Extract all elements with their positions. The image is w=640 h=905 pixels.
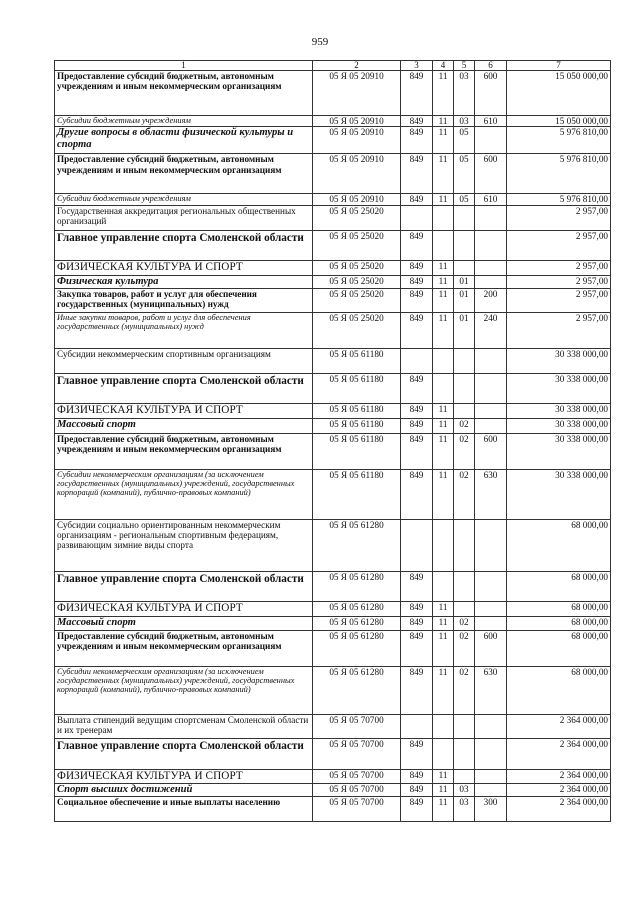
department-code-cell: 849 — [401, 433, 433, 469]
item-name-cell: ФИЗИЧЕСКАЯ КУЛЬТУРА И СПОРТ — [55, 601, 313, 616]
expense-type-code-cell: 600 — [475, 433, 507, 469]
column-header-5: 5 — [454, 61, 475, 71]
department-code-cell: 849 — [401, 373, 433, 403]
target-code-cell: 05 Я 05 61280 — [313, 601, 401, 616]
subsection-code-cell — [454, 738, 475, 769]
subsection-code-cell: 05 — [454, 154, 475, 194]
department-code-cell: 849 — [401, 194, 433, 205]
table-row — [55, 616, 611, 630]
section-code-cell — [433, 348, 454, 373]
target-code-cell: 05 Я 05 20910 — [313, 127, 401, 154]
amount-cell: 2 957,00 — [507, 230, 611, 260]
amount-cell: 15 050 000,00 — [507, 71, 611, 116]
page-number: 959 — [311, 36, 329, 48]
table-row — [55, 769, 611, 783]
department-code-cell — [401, 714, 433, 738]
expense-type-code-cell — [475, 205, 507, 230]
target-code-cell: 05 Я 05 25020 — [313, 275, 401, 288]
table-row — [55, 714, 611, 738]
item-name-cell: Иные закупки товаров, работ и услуг для обеспечения государственных (муниципальных) нужд — [55, 312, 313, 348]
expense-type-code-cell — [475, 571, 507, 601]
budget-table — [54, 60, 611, 822]
table-row — [55, 230, 611, 260]
amount-cell: 5 976 810,00 — [507, 154, 611, 194]
expense-type-code-cell — [475, 601, 507, 616]
item-name-cell: Массовый спорт — [55, 418, 313, 433]
department-code-cell — [401, 205, 433, 230]
subsection-code-cell — [454, 714, 475, 738]
target-code-cell: 05 Я 05 61180 — [313, 418, 401, 433]
expense-type-code-cell: 630 — [475, 469, 507, 519]
expense-type-code-cell: 600 — [475, 630, 507, 666]
table-row — [55, 127, 611, 154]
table-row — [55, 348, 611, 373]
table-row — [55, 783, 611, 796]
expense-type-code-cell: 600 — [475, 71, 507, 116]
department-code-cell — [401, 519, 433, 571]
department-code-cell: 849 — [401, 571, 433, 601]
section-code-cell: 11 — [433, 275, 454, 288]
department-code-cell: 849 — [401, 783, 433, 796]
department-code-cell: 849 — [401, 312, 433, 348]
section-code-cell — [433, 230, 454, 260]
department-code-cell: 849 — [401, 630, 433, 666]
item-name-cell: Субсидии некоммерческим спортивным организациям — [55, 348, 313, 373]
expense-type-code-cell — [475, 714, 507, 738]
section-code-cell — [433, 519, 454, 571]
section-code-cell — [433, 205, 454, 230]
item-name-cell: Социальное обеспечение и иные выплаты населению — [55, 796, 313, 821]
department-code-cell: 849 — [401, 154, 433, 194]
section-code-cell: 11 — [433, 154, 454, 194]
amount-cell: 2 364 000,00 — [507, 714, 611, 738]
section-code-cell: 11 — [433, 783, 454, 796]
amount-cell: 30 338 000,00 — [507, 433, 611, 469]
target-code-cell: 05 Я 05 61180 — [313, 433, 401, 469]
expense-type-code-cell — [475, 260, 507, 275]
amount-cell: 68 000,00 — [507, 616, 611, 630]
amount-cell: 68 000,00 — [507, 519, 611, 571]
subsection-code-cell: 02 — [454, 666, 475, 714]
section-code-cell: 11 — [433, 666, 454, 714]
amount-cell: 30 338 000,00 — [507, 418, 611, 433]
department-code-cell: 849 — [401, 275, 433, 288]
target-code-cell: 05 Я 05 61280 — [313, 571, 401, 601]
target-code-cell: 05 Я 05 70700 — [313, 769, 401, 783]
expense-type-code-cell: 600 — [475, 154, 507, 194]
amount-cell: 30 338 000,00 — [507, 469, 611, 519]
item-name-cell: Предоставление субсидий бюджетным, автономным учреждениям и иным некоммерческим организациям — [55, 433, 313, 469]
item-name-cell: Главное управление спорта Смоленской области — [55, 230, 313, 260]
target-code-cell: 05 Я 05 25020 — [313, 288, 401, 312]
target-code-cell: 05 Я 05 25020 — [313, 260, 401, 275]
subsection-code-cell: 03 — [454, 71, 475, 116]
expense-type-code-cell — [475, 373, 507, 403]
department-code-cell: 849 — [401, 403, 433, 418]
item-name-cell: Субсидии некоммерческим организациям (за исключением государственных (муниципальных) учреждений, государственных корпораций (компаний), публично-правовых компаний) — [55, 666, 313, 714]
amount-cell: 15 050 000,00 — [507, 116, 611, 127]
section-code-cell: 11 — [433, 312, 454, 348]
item-name-cell: Субсидии социально ориентированным некоммерческим организациям - региональным спортивным федерациям, развивающим зимние виды спорта — [55, 519, 313, 571]
item-name-cell: Субсидии бюджетным учреждениям — [55, 194, 313, 205]
subsection-code-cell: 02 — [454, 469, 475, 519]
section-code-cell: 11 — [433, 601, 454, 616]
expense-type-code-cell — [475, 519, 507, 571]
table-row — [55, 288, 611, 312]
item-name-cell: ФИЗИЧЕСКАЯ КУЛЬТУРА И СПОРТ — [55, 260, 313, 275]
target-code-cell: 05 Я 05 61180 — [313, 348, 401, 373]
target-code-cell: 05 Я 05 61180 — [313, 373, 401, 403]
section-code-cell: 11 — [433, 403, 454, 418]
subsection-code-cell — [454, 403, 475, 418]
subsection-code-cell: 03 — [454, 783, 475, 796]
amount-cell: 30 338 000,00 — [507, 348, 611, 373]
table-row — [55, 403, 611, 418]
subsection-code-cell — [454, 373, 475, 403]
subsection-code-cell — [454, 205, 475, 230]
amount-cell: 5 976 810,00 — [507, 127, 611, 154]
item-name-cell: Субсидии бюджетным учреждениям — [55, 116, 313, 127]
table-row — [55, 738, 611, 769]
section-code-cell: 11 — [433, 630, 454, 666]
amount-cell: 2 364 000,00 — [507, 738, 611, 769]
expense-type-code-cell — [475, 738, 507, 769]
subsection-code-cell: 01 — [454, 312, 475, 348]
table-row — [55, 205, 611, 230]
table-row — [55, 571, 611, 601]
department-code-cell: 849 — [401, 666, 433, 714]
expense-type-code-cell — [475, 275, 507, 288]
table-row — [55, 630, 611, 666]
subsection-code-cell — [454, 519, 475, 571]
table-row — [55, 666, 611, 714]
table-row — [55, 71, 611, 116]
table-row — [55, 154, 611, 194]
target-code-cell: 05 Я 05 61280 — [313, 666, 401, 714]
section-code-cell: 11 — [433, 127, 454, 154]
amount-cell: 2 364 000,00 — [507, 796, 611, 821]
department-code-cell: 849 — [401, 738, 433, 769]
target-code-cell: 05 Я 05 20910 — [313, 154, 401, 194]
column-header-7: 7 — [507, 61, 611, 71]
expense-type-code-cell — [475, 348, 507, 373]
item-name-cell: Предоставление субсидий бюджетным, автономным учреждениям и иным некоммерческим организациям — [55, 154, 313, 194]
expense-type-code-cell — [475, 783, 507, 796]
expense-type-code-cell — [475, 418, 507, 433]
subsection-code-cell — [454, 260, 475, 275]
department-code-cell: 849 — [401, 796, 433, 821]
column-header-6: 6 — [475, 61, 507, 71]
subsection-code-cell: 03 — [454, 116, 475, 127]
expense-type-code-cell — [475, 230, 507, 260]
amount-cell: 2 957,00 — [507, 260, 611, 275]
section-code-cell: 11 — [433, 194, 454, 205]
subsection-code-cell — [454, 230, 475, 260]
department-code-cell: 849 — [401, 127, 433, 154]
item-name-cell: Главное управление спорта Смоленской области — [55, 571, 313, 601]
item-name-cell: Субсидии некоммерческим организациям (за исключением государственных (муниципальных) учреждений, государственных корпораций (компаний), публично-правовых компаний) — [55, 469, 313, 519]
expense-type-code-cell: 610 — [475, 194, 507, 205]
expense-type-code-cell — [475, 127, 507, 154]
expense-type-code-cell: 630 — [475, 666, 507, 714]
expense-type-code-cell: 200 — [475, 288, 507, 312]
department-code-cell: 849 — [401, 260, 433, 275]
subsection-code-cell: 02 — [454, 630, 475, 666]
target-code-cell: 05 Я 05 61280 — [313, 630, 401, 666]
table-row — [55, 796, 611, 821]
item-name-cell: Массовый спорт — [55, 616, 313, 630]
table-row — [55, 469, 611, 519]
section-code-cell: 11 — [433, 116, 454, 127]
item-name-cell: Другие вопросы в области физической культуры и спорта — [55, 127, 313, 154]
subsection-code-cell: 05 — [454, 127, 475, 154]
subsection-code-cell: 02 — [454, 616, 475, 630]
section-code-cell — [433, 738, 454, 769]
item-name-cell: Спорт высших достижений — [55, 783, 313, 796]
section-code-cell — [433, 571, 454, 601]
section-code-cell: 11 — [433, 796, 454, 821]
target-code-cell: 05 Я 05 20910 — [313, 194, 401, 205]
target-code-cell: 05 Я 05 61180 — [313, 469, 401, 519]
department-code-cell: 849 — [401, 601, 433, 616]
subsection-code-cell — [454, 571, 475, 601]
section-code-cell: 11 — [433, 616, 454, 630]
table-row — [55, 275, 611, 288]
amount-cell: 2 957,00 — [507, 205, 611, 230]
item-name-cell: Главное управление спорта Смоленской области — [55, 738, 313, 769]
section-code-cell: 11 — [433, 469, 454, 519]
table-row — [55, 312, 611, 348]
table-body — [55, 71, 611, 822]
amount-cell: 2 957,00 — [507, 275, 611, 288]
subsection-code-cell: 02 — [454, 418, 475, 433]
amount-cell: 68 000,00 — [507, 630, 611, 666]
subsection-code-cell: 02 — [454, 433, 475, 469]
item-name-cell: ФИЗИЧЕСКАЯ КУЛЬТУРА И СПОРТ — [55, 403, 313, 418]
target-code-cell: 05 Я 05 25020 — [313, 230, 401, 260]
department-code-cell: 849 — [401, 616, 433, 630]
section-code-cell: 11 — [433, 71, 454, 116]
amount-cell: 2 957,00 — [507, 288, 611, 312]
table-row — [55, 373, 611, 403]
column-header-4: 4 — [433, 61, 454, 71]
expense-type-code-cell — [475, 403, 507, 418]
subsection-code-cell — [454, 348, 475, 373]
department-code-cell: 849 — [401, 769, 433, 783]
section-code-cell — [433, 714, 454, 738]
expense-type-code-cell: 240 — [475, 312, 507, 348]
target-code-cell: 05 Я 05 70700 — [313, 783, 401, 796]
amount-cell: 68 000,00 — [507, 571, 611, 601]
amount-cell: 30 338 000,00 — [507, 403, 611, 418]
column-header-2: 2 — [313, 61, 401, 71]
department-code-cell — [401, 348, 433, 373]
section-code-cell: 11 — [433, 769, 454, 783]
department-code-cell: 849 — [401, 288, 433, 312]
department-code-cell: 849 — [401, 469, 433, 519]
target-code-cell: 05 Я 05 70700 — [313, 738, 401, 769]
amount-cell: 2 957,00 — [507, 312, 611, 348]
amount-cell: 5 976 810,00 — [507, 194, 611, 205]
section-code-cell: 11 — [433, 418, 454, 433]
header-row — [55, 61, 611, 71]
table-row — [55, 260, 611, 275]
column-header-1: 1 — [55, 61, 313, 71]
item-name-cell: Государственная аккредитация региональных общественных организаций — [55, 205, 313, 230]
item-name-cell: Предоставление субсидий бюджетным, автономным учреждениям и иным некоммерческим организациям — [55, 71, 313, 116]
amount-cell: 2 364 000,00 — [507, 769, 611, 783]
subsection-code-cell: 05 — [454, 194, 475, 205]
table-row — [55, 433, 611, 469]
item-name-cell: Закупка товаров, работ и услуг для обеспечения государственных (муниципальных) нужд — [55, 288, 313, 312]
target-code-cell: 05 Я 05 61180 — [313, 403, 401, 418]
item-name-cell: Физическая культура — [55, 275, 313, 288]
expense-type-code-cell: 610 — [475, 116, 507, 127]
item-name-cell: ФИЗИЧЕСКАЯ КУЛЬТУРА И СПОРТ — [55, 769, 313, 783]
item-name-cell: Предоставление субсидий бюджетным, автономным учреждениям и иным некоммерческим организациям — [55, 630, 313, 666]
subsection-code-cell — [454, 769, 475, 783]
target-code-cell: 05 Я 05 20910 — [313, 71, 401, 116]
subsection-code-cell: 01 — [454, 275, 475, 288]
section-code-cell — [433, 373, 454, 403]
expense-type-code-cell — [475, 616, 507, 630]
department-code-cell: 849 — [401, 116, 433, 127]
column-header-3: 3 — [401, 61, 433, 71]
department-code-cell: 849 — [401, 71, 433, 116]
department-code-cell: 849 — [401, 418, 433, 433]
target-code-cell: 05 Я 05 61280 — [313, 519, 401, 571]
table-row — [55, 519, 611, 571]
amount-cell: 30 338 000,00 — [507, 373, 611, 403]
target-code-cell: 05 Я 05 70700 — [313, 796, 401, 821]
section-code-cell: 11 — [433, 433, 454, 469]
table-row — [55, 194, 611, 205]
subsection-code-cell: 01 — [454, 288, 475, 312]
department-code-cell: 849 — [401, 230, 433, 260]
expense-type-code-cell: 300 — [475, 796, 507, 821]
expense-type-code-cell — [475, 769, 507, 783]
target-code-cell: 05 Я 05 61280 — [313, 616, 401, 630]
table-row — [55, 116, 611, 127]
target-code-cell: 05 Я 05 70700 — [313, 714, 401, 738]
item-name-cell: Выплата стипендий ведущим спортсменам Смоленской области и их тренерам — [55, 714, 313, 738]
target-code-cell: 05 Я 05 25020 — [313, 205, 401, 230]
table-row — [55, 418, 611, 433]
subsection-code-cell — [454, 601, 475, 616]
subsection-code-cell: 03 — [454, 796, 475, 821]
amount-cell: 68 000,00 — [507, 601, 611, 616]
target-code-cell: 05 Я 05 25020 — [313, 312, 401, 348]
table-row — [55, 601, 611, 616]
amount-cell: 68 000,00 — [507, 666, 611, 714]
target-code-cell: 05 Я 05 20910 — [313, 116, 401, 127]
amount-cell: 2 364 000,00 — [507, 783, 611, 796]
section-code-cell: 11 — [433, 288, 454, 312]
section-code-cell: 11 — [433, 260, 454, 275]
item-name-cell: Главное управление спорта Смоленской области — [55, 373, 313, 403]
